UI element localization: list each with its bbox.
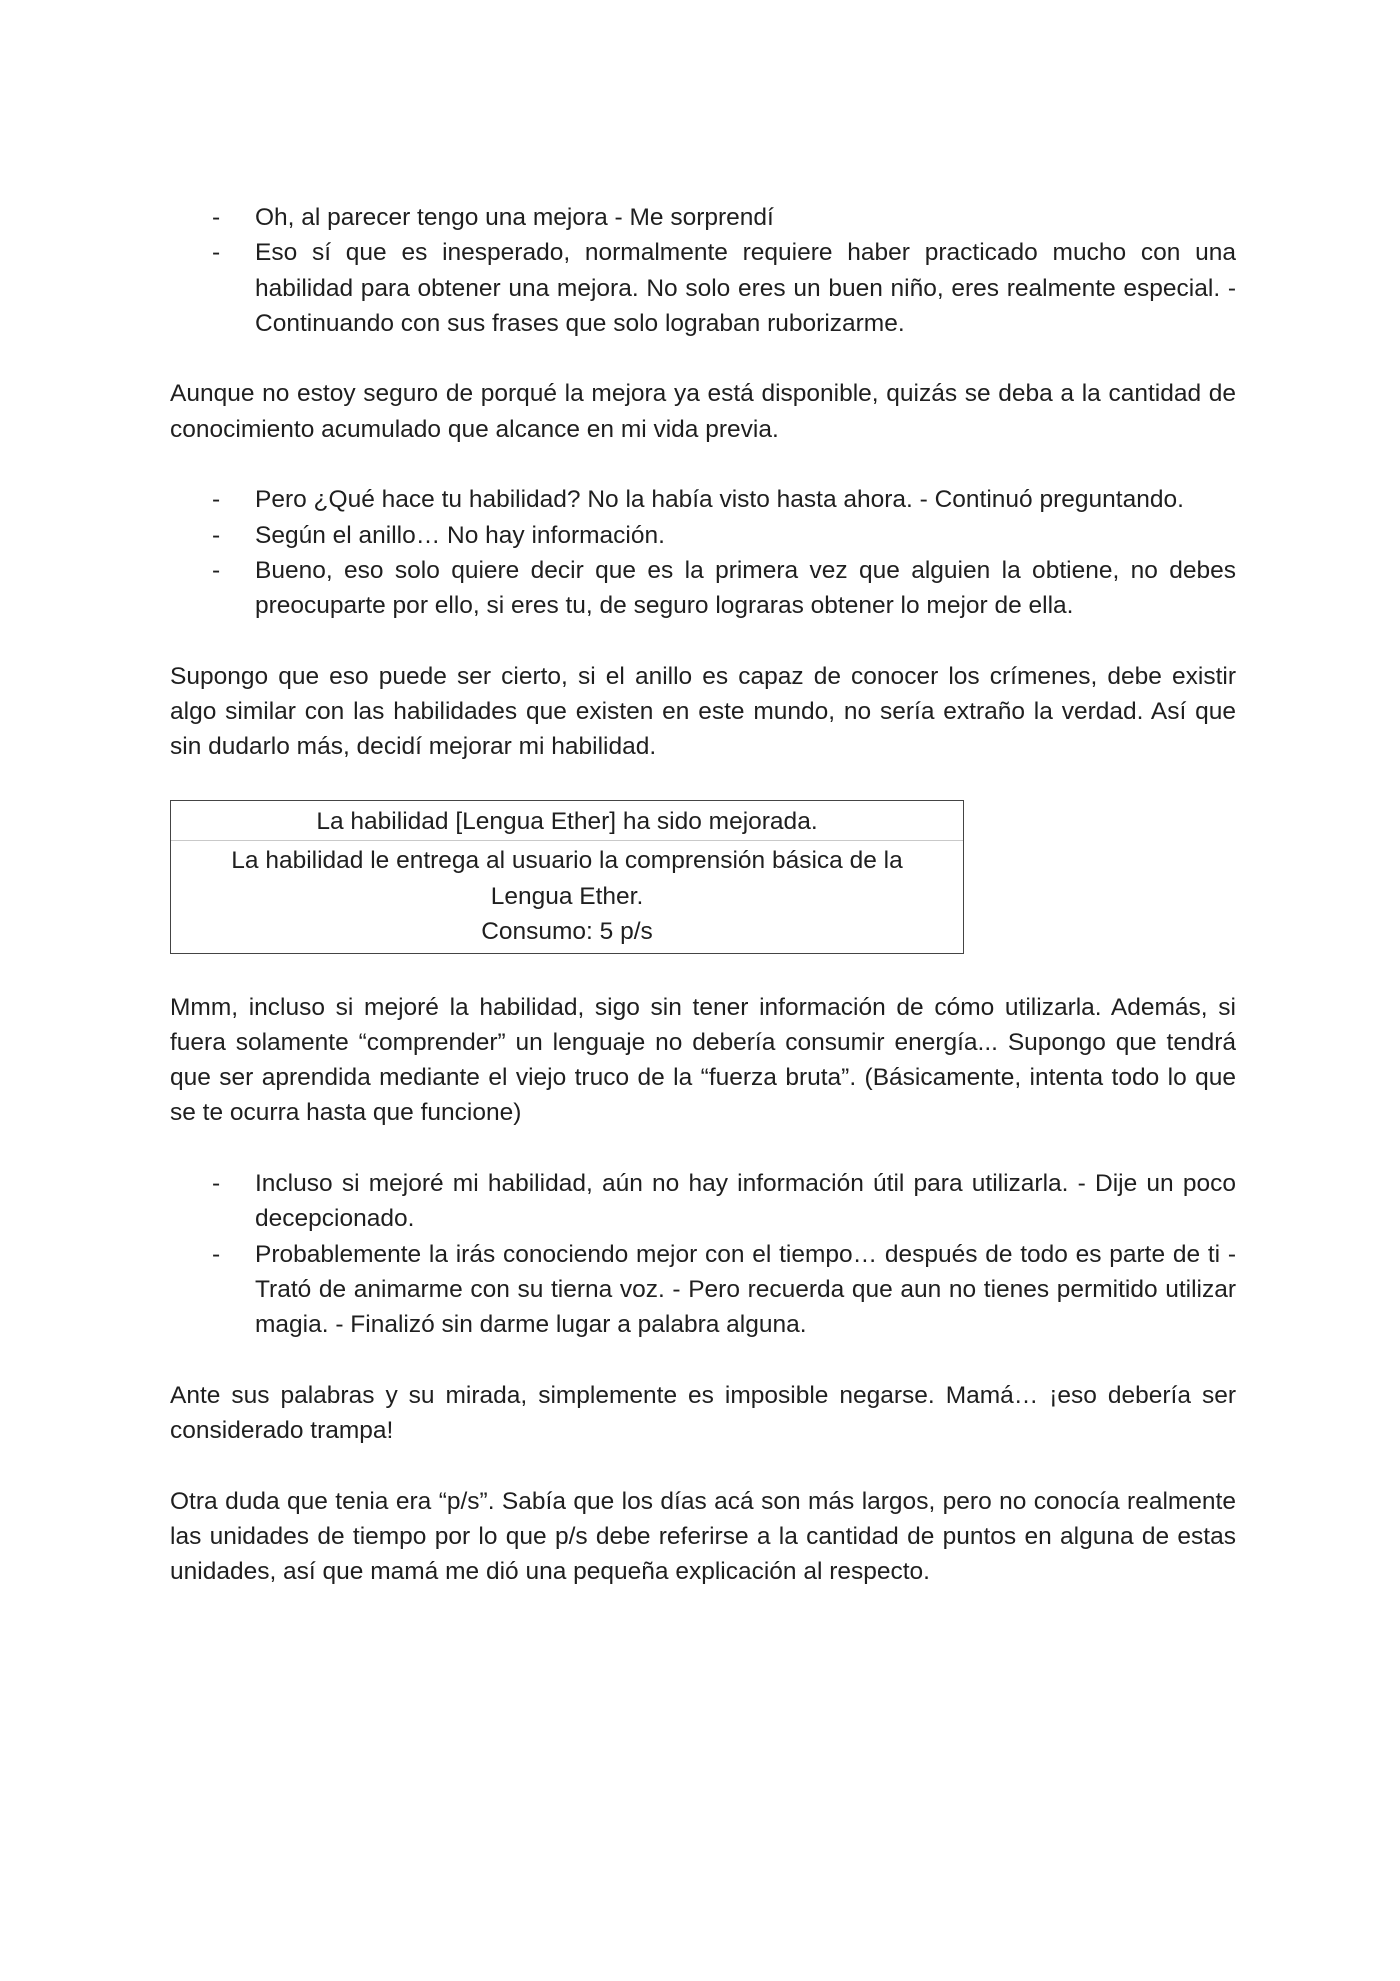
dialogue-list-3	[170, 1166, 1236, 1342]
dialogue-line: - Pero ¿Qué hace tu habilidad? No la había visto hasta ahora. - Continuó preguntando.	[212, 486, 1184, 514]
dialogue-text: Incluso si mejoré mi habilidad, aún no hay información útil para utilizarla. - Dije un poco decepcionado.	[255, 1170, 1236, 1233]
narrative-paragraph: Mmm, incluso si mejoré la habilidad, sigo sin tener información de cómo utilizarla. Además, si fuera solamente “comprender” un lenguaje no debería consumir energía... Supongo que tendrá que ser aprendida mediante el viejo truco de la “fuerza bruta”. (Básicamente, intenta todo lo que se te ocurra hasta que funcione)	[170, 993, 1236, 1127]
narrative-paragraph: Otra duda que tenia era “p/s”. Sabía que los días acá son más largos, pero no conocía realmente las unidades de tiempo por lo que p/s debe referirse a la cantidad de puntos en alguna de estas unidades, así que mamá me dió una pequeña explicación al respecto.	[170, 1487, 1236, 1586]
dialogue-line: - Oh, al parecer tengo una mejora - Me sorprendí	[212, 204, 774, 231]
dialogue-text: Probablemente la irás conociendo mejor con el tiempo… después de todo es parte de ti - Trató de animarme con su tierna voz. - Pero recuerda que aun no tienes permitido utilizar magia. - Finalizó sin darme lugar a palabra alguna.	[255, 1240, 1236, 1339]
dialogue-text: Oh, al parecer tengo una mejora - Me sorprendí	[255, 204, 774, 231]
dialogue-line: - Según el anillo… No hay información.	[212, 521, 665, 549]
document-page	[170, 200, 1236, 1590]
dialogue-text: Eso sí que es inesperado, normalmente requiere haber practicado mucho con una habilidad para obtener una mejora. No solo eres un buen niño, eres realmente especial. - Continuando con sus frases que solo lograban ruborizarme.	[255, 239, 1236, 337]
dialogue-line: - Incluso si mejoré mi habilidad, aún no hay información útil para utilizarla. - Dije un poco decepcionado.	[212, 1170, 1236, 1233]
skill-box-title: La habilidad [Lengua Ether] ha sido mejorada.	[171, 801, 963, 841]
skill-consumption: Consumo: 5 p/s	[481, 917, 653, 945]
dialogue-text: Según el anillo… No hay información.	[255, 521, 665, 549]
dialogue-text: Bueno, eso solo quiere decir que es la primera vez que alguien la obtiene, no debes preocuparte por ello, si eres tu, de seguro lograras obtener lo mejor de ella.	[255, 556, 1236, 620]
dialogue-list-2	[170, 482, 1236, 623]
skill-upgrade-box	[170, 800, 964, 954]
skill-description: La habilidad le entrega al usuario la comprensión básica de la Lengua Ether.	[231, 847, 903, 910]
dialogue-text: Pero ¿Qué hace tu habilidad? No la había visto hasta ahora. - Continuó preguntando.	[255, 486, 1184, 514]
narrative-paragraph: Supongo que eso puede ser cierto, si el anillo es capaz de conocer los crímenes, debe existir algo similar con las habilidades que existen en este mundo, no sería extraño la verdad. Así que sin dudarlo más, decidí mejorar mi habilidad.	[170, 662, 1236, 761]
skill-box-body	[171, 841, 963, 953]
narrative-paragraph: Aunque no estoy seguro de porqué la mejora ya está disponible, quizás se deba a la cantidad de conocimiento acumulado que alcance en mi vida previa.	[170, 380, 1236, 443]
dialogue-list-1	[170, 200, 1236, 341]
dialogue-line: - Eso sí que es inesperado, normalmente requiere haber practicado mucho con una habilidad para obtener una mejora. No solo eres un buen niño, eres realmente especial. - Continuando con sus frases que solo lograban ruborizarme.	[212, 239, 1236, 337]
dialogue-line: - Probablemente la irás conociendo mejor con el tiempo… después de todo es parte de ti - Trató de animarme con su tierna voz. - Pero recuerda que aun no tienes permitido utilizar magia. - Finalizó sin darme lugar a palabra alguna.	[212, 1240, 1236, 1339]
narrative-paragraph: Ante sus palabras y su mirada, simplemente es imposible negarse. Mamá… ¡eso debería ser considerado trampa!	[170, 1381, 1236, 1445]
dialogue-line: - Bueno, eso solo quiere decir que es la primera vez que alguien la obtiene, no debes preocuparte por ello, si eres tu, de seguro lograras obtener lo mejor de ella.	[212, 556, 1236, 620]
